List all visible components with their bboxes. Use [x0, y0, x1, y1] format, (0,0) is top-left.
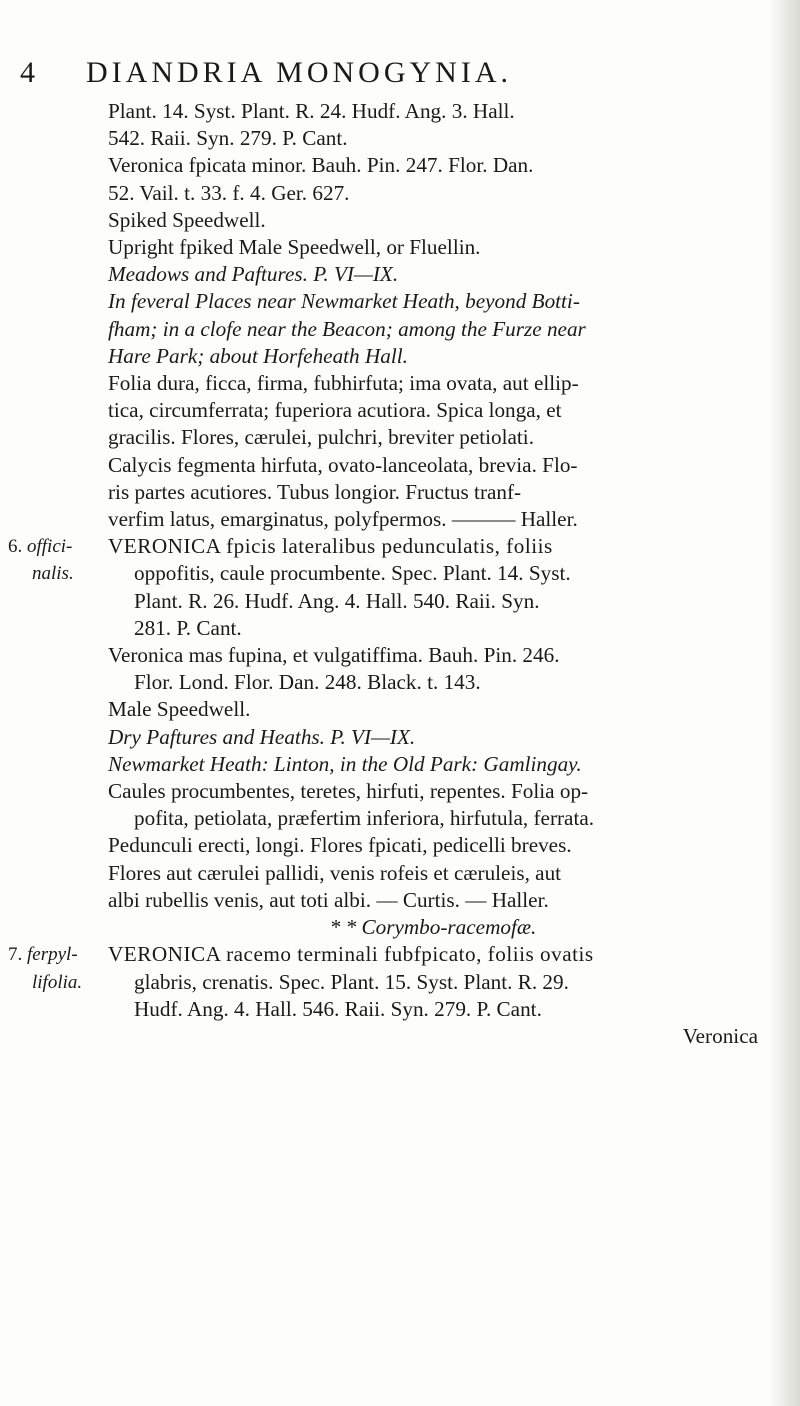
text-line: Veronica mas fupina, et vulgatiffima. Bauh. Pin. 246.	[108, 643, 560, 668]
diagnosis-line: VERONICA racemo terminali fubfpicato, foliis ovatis	[108, 942, 594, 967]
description-line: Flores aut cærulei pallidi, venis rofeis et cæruleis, aut	[108, 860, 562, 885]
species-epithet-continued: nalis.	[32, 563, 74, 585]
species-number: 7.	[8, 944, 23, 966]
text-line: Male Speedwell.	[108, 697, 251, 722]
description-line: ris partes acutiores. Tubus longior. Fructus tranf-	[108, 479, 522, 504]
text-line: Hudf. Ang. 4. Hall. 546. Raii. Syn. 279. P. Cant.	[134, 996, 542, 1021]
description-line: verfim latus, emarginatus, polyfpermos. ——— Haller.	[108, 507, 578, 532]
running-title: DIANDRIA MONOGYNIA.	[86, 56, 512, 89]
text-line: 52. Vail. t. 33. f. 4. Ger. 627.	[108, 180, 350, 205]
habitat-line: Dry Paftures and Heaths. P. VI—IX.	[108, 724, 416, 749]
text-line: Flor. Lond. Flor. Dan. 248. Black. t. 143.	[134, 670, 481, 695]
species-epithet: ferpyl-	[27, 944, 78, 966]
species-number: 6.	[8, 536, 23, 558]
diagnosis-line: VERONICA fpicis lateralibus pedunculatis, foliis	[108, 534, 553, 559]
text-line: oppofitis, caule procumbente. Spec. Plant. 14. Syst.	[134, 561, 571, 586]
margin-note	[8, 533, 104, 587]
running-header	[10, 56, 760, 96]
text-line: Veronica fpicata minor. Bauh. Pin. 247. Flor. Dan.	[108, 153, 534, 178]
description-line: tica, circumferrata; fuperiora acutiora. Spica longa, et	[108, 398, 562, 423]
catchword: Veronica	[682, 1023, 758, 1048]
text-line: 542. Raii. Syn. 279. P. Cant.	[108, 126, 348, 151]
locality-line: Newmarket Heath: Linton, in the Old Park: Gamlingay.	[108, 751, 582, 776]
description-line: albi rubellis venis, aut toti albi. — Curtis. — Haller.	[108, 887, 549, 912]
text-line: Plant. R. 26. Hudf. Ang. 4. Hall. 540. Raii. Syn.	[134, 588, 540, 613]
description-line: gracilis. Flores, cærulei, pulchri, breviter petiolati.	[108, 425, 534, 450]
text-line: 281. P. Cant.	[134, 615, 242, 640]
margin-note	[8, 941, 104, 995]
species-entry-serpyllifolia	[8, 941, 758, 1023]
locality-line: fham; in a clofe near the Beacon; among the Furze near	[108, 316, 586, 341]
species-epithet-continued: lifolia.	[32, 971, 83, 993]
description-line: Pedunculi erecti, longi. Flores fpicati, pedicelli breves.	[108, 833, 572, 858]
species-entry-officinalis	[8, 533, 758, 914]
description-line: Folia dura, ficca, firma, fubhirfuta; ima ovata, aut ellip-	[108, 371, 579, 396]
species-epithet: offici-	[27, 536, 73, 558]
text-line: Spiked Speedwell.	[108, 207, 266, 232]
habitat-line: Meadows and Paftures. P. VI—IX.	[108, 262, 399, 287]
text-line: Upright fpiked Male Speedwell, or Fluellin.	[108, 235, 481, 260]
description-line: Caules procumbentes, teretes, hirfuti, repentes. Folia op-	[108, 779, 589, 804]
locality-line: Hare Park; about Horfeheath Hall.	[108, 343, 408, 368]
text-line: glabris, crenatis. Spec. Plant. 15. Syst. Plant. R. 29.	[134, 969, 569, 994]
page-body	[8, 98, 758, 1050]
description-line: Calycis fegmenta hirfuta, ovato-lanceolata, brevia. Flo-	[108, 452, 578, 477]
page-spine-shadow	[768, 0, 800, 1406]
locality-line: In feveral Places near Newmarket Heath, beyond Botti-	[108, 289, 580, 314]
text-line: Plant. 14. Syst. Plant. R. 24. Hudf. Ang. 3. Hall.	[108, 99, 515, 123]
description-line: pofita, petiolata, præfertim inferiora, hirfutula, ferrata.	[134, 806, 595, 831]
section-heading: * * Corymbo-racemofæ.	[329, 915, 537, 940]
page-number: 4	[20, 56, 36, 89]
